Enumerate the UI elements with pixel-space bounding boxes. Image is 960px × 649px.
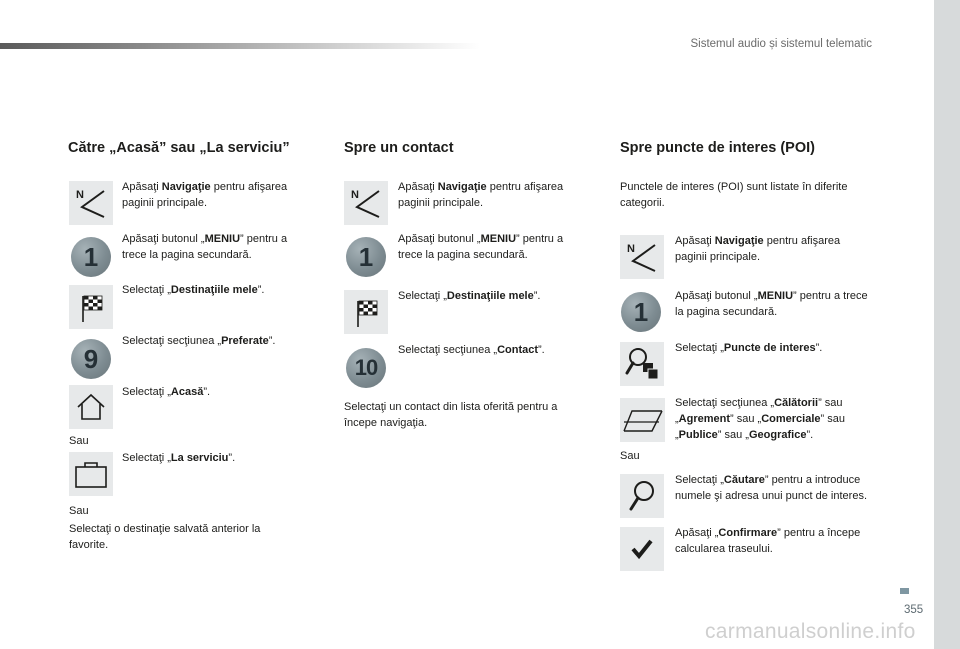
svg-text:N: N: [627, 243, 635, 255]
page-side-tab: [934, 0, 960, 649]
col3-intro-text: Punctele de interes (POI) sunt listate în diferite categorii.: [620, 181, 848, 209]
home-icon: [69, 385, 113, 429]
watermark: carmanualsonline.info: [705, 620, 916, 643]
header-gradient-bar: [0, 43, 480, 49]
col3-or-label: Sau: [620, 450, 640, 462]
navigation-icon: [620, 235, 664, 279]
col1-step5-text: Selectaţi „Acasă”.: [122, 386, 211, 398]
col3-step3-text: Selectaţi „Puncte de interes”.: [675, 342, 823, 354]
step-number-badge: 1: [621, 292, 661, 332]
section-header: Sistemul audio și sistemul telematic: [690, 38, 872, 50]
col1-step1-text: Apăsaţi Navigaţie pentru afişarea paginii principale.: [122, 181, 288, 209]
navigation-icon: [69, 181, 113, 225]
checkered-flag-icon: [344, 290, 388, 334]
col3-step1-text: Apăsaţi Navigaţie pentru afişarea paginii principale.: [675, 235, 841, 263]
briefcase-icon: [69, 452, 113, 496]
col2-step1-text: Apăsaţi Navigaţie pentru afişarea paginii principale.: [398, 181, 564, 209]
col1-heading: Către „Acasă” sau „La serviciu”: [68, 140, 290, 156]
col2-step3-text: Selectaţi „Destinaţiile mele”.: [398, 290, 541, 302]
checkmark-icon: [620, 527, 664, 571]
col2-final-text: Selectaţi un contact din lista oferită pentru a începe navigaţia.: [344, 401, 558, 429]
step-number-badge: 1: [346, 237, 386, 277]
step-number-badge: 10: [346, 348, 386, 388]
checkered-flag-icon: [69, 285, 113, 329]
step-number-badge: 1: [71, 237, 111, 277]
col1-final-text: Selectaţi o destinaţie salvată anterior la favorite.: [69, 523, 261, 551]
col2-step2-text: Apăsaţi butonul „MENIU” pentru a trece la pagina secundară.: [398, 233, 564, 261]
col2-step4-text: Selectaţi secţiunea „Contact”.: [398, 344, 545, 356]
road-icon: [620, 398, 665, 442]
col1-step6-text: Selectaţi „La serviciu”.: [122, 452, 236, 464]
col1-or-label: Sau: [69, 435, 89, 447]
col3-step6-text: Apăsaţi „Confirmare” pentru a începe calcularea traseului.: [675, 527, 861, 555]
search-poi-icon: [620, 342, 664, 386]
page-number: 355: [904, 604, 924, 616]
col1-or-label-2: Sau: [69, 505, 89, 517]
magnifier-icon: [620, 474, 664, 518]
col2-heading: Spre un contact: [344, 140, 454, 156]
svg-text:N: N: [351, 189, 359, 201]
navigation-icon: [344, 181, 388, 225]
col1-step4-text: Selectaţi secţiunea „Preferate”.: [122, 335, 276, 347]
svg-text:N: N: [76, 189, 84, 201]
col1-step3-text: Selectaţi „Destinaţiile mele”.: [122, 284, 265, 296]
col1-step2-text: Apăsaţi butonul „MENIU” pentru a trece la pagina secundară.: [122, 233, 288, 261]
col3-heading: Spre puncte de interes (POI): [620, 140, 815, 156]
col3-step5-text: Selectaţi „Căutare” pentru a introduce numele şi adresa unui punct de interes.: [675, 474, 868, 502]
step-number-badge: 9: [71, 339, 111, 379]
col3-step4-text: Selectaţi secţiunea „Călătorii” sau „Agrement” sau „Comerciale” sau „Publice” sau „Geografice”.: [675, 397, 845, 441]
col3-step2-text: Apăsaţi butonul „MENIU” pentru a trece la pagina secundară.: [675, 290, 868, 318]
page-marker: [900, 588, 909, 594]
